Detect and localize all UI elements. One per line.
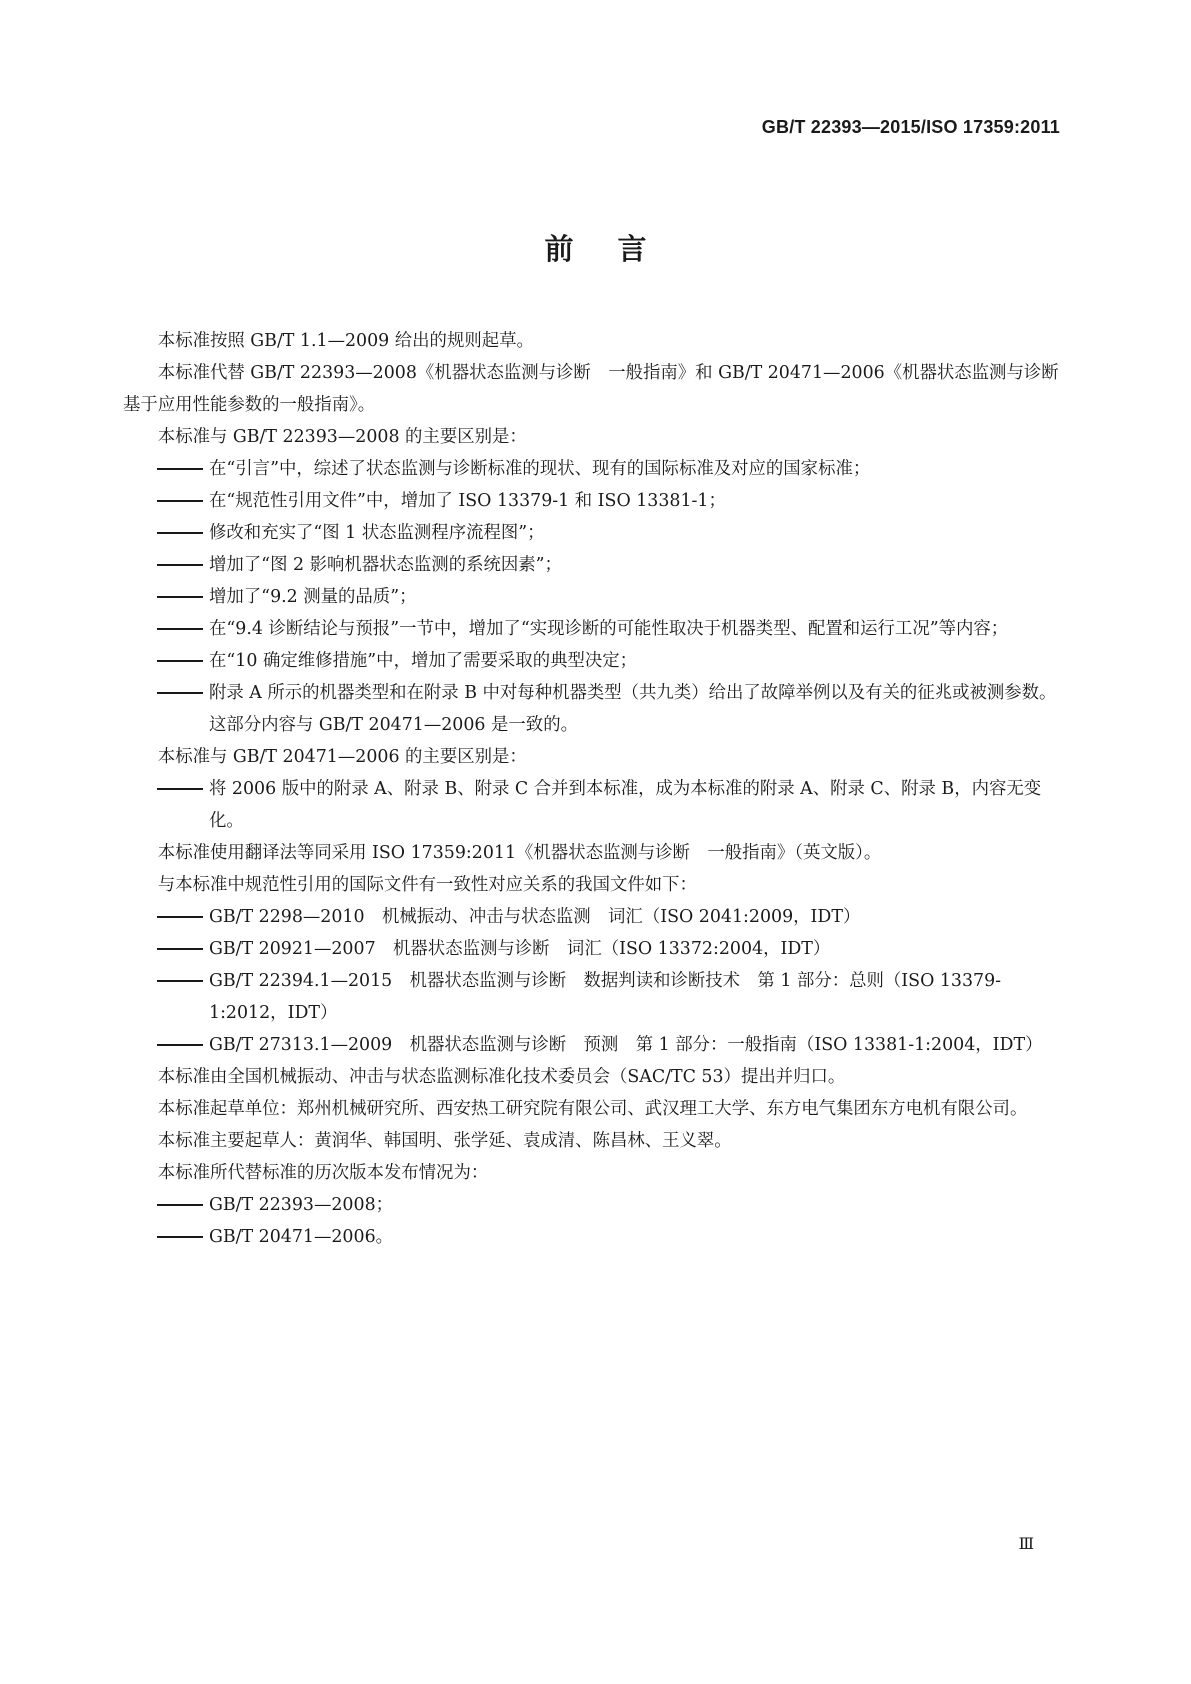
list-item: GB/T 20471—2006。 xyxy=(123,1221,1068,1253)
paragraph-corresponding-docs: 与本标准中规范性引用的国际文件有一致性对应关系的我国文件如下： xyxy=(157,875,697,895)
dash-bullet xyxy=(157,645,207,677)
dash-bullet xyxy=(157,677,207,709)
paragraph-drafters: 本标准主要起草人：黄润华、韩国明、张学延、袁成清、陈昌林、王义翠。 xyxy=(157,1131,732,1151)
list-item: GB/T 22393—2008； xyxy=(123,1189,1068,1221)
list-item: GB/T 27313.1—2009 机器状态监测与诊断 预测 第 1 部分：一般指南（ISO 13381-1:2004，IDT） xyxy=(123,1029,1068,1061)
list-item: GB/T 2298—2010 机械振动、冲击与状态监测 词汇（ISO 2041:2009，IDT） xyxy=(123,901,1068,933)
dash-bullet xyxy=(157,965,207,997)
list-item: 修改和充实了“图 1 状态监测程序流程图”； xyxy=(123,517,1068,549)
dash-bullet xyxy=(157,1221,207,1253)
page-title xyxy=(0,227,1191,268)
list-item: 将 2006 版中的附录 A、附录 B、附录 C 合并到本标准，成为本标准的附录 A、附录 C、附录 B，内容无变化。 xyxy=(123,773,1068,837)
list-item: 附录 A 所示的机器类型和在附录 B 中对每种机器类型（共九类）给出了故障举例以及有关的征兆或被测参数。这部分内容与 GB/T 20471—2006 是一致的。 xyxy=(123,677,1068,741)
paragraph-replaces: 本标准代替 GB/T 22393—2008《机器状态监测与诊断 一般指南》和 GB/T 20471—2006《机器状态监测与诊断 基于应用性能参数的一般指南》。 xyxy=(123,363,1077,415)
list-item: 增加了“图 2 影响机器状态监测的系统因素”； xyxy=(123,549,1068,581)
dash-bullet xyxy=(157,933,207,965)
list-item: 在“9.4 诊断结论与预报”一节中，增加了“实现诊断的可能性取决于机器类型、配置和运行工况”等内容； xyxy=(123,613,1068,645)
list-item: GB/T 20921—2007 机器状态监测与诊断 词汇（ISO 13372:2004，IDT） xyxy=(123,933,1068,965)
dash-bullet xyxy=(157,453,207,485)
list-item: 在“10 确定维修措施”中，增加了需要采取的典型决定； xyxy=(123,645,1068,677)
dash-bullet xyxy=(157,613,207,645)
dash-bullet xyxy=(157,549,207,581)
dash-bullet xyxy=(157,517,207,549)
title-char-1: 前 xyxy=(544,232,574,266)
foreword-body xyxy=(123,325,1077,1253)
page-number: Ⅲ xyxy=(1018,1534,1034,1553)
paragraph-diff-20471: 本标准与 GB/T 20471—2006 的主要区别是： xyxy=(157,747,527,767)
standard-code-header: GB/T 22393—2015/ISO 17359:2011 xyxy=(761,117,1060,137)
paragraph-proposed-by: 本标准由全国机械振动、冲击与状态监测标准化技术委员会（SAC/TC 53）提出并归口。 xyxy=(157,1067,846,1087)
list-item: GB/T 22394.1—2015 机器状态监测与诊断 数据判读和诊断技术 第 1 部分：总则（ISO 13379-1:2012，IDT） xyxy=(123,965,1068,1029)
dash-bullet xyxy=(157,773,207,805)
dash-bullet xyxy=(157,1189,207,1221)
dash-bullet xyxy=(157,581,207,613)
list-item: 在“规范性引用文件”中，增加了 ISO 13379-1 和 ISO 13381-1； xyxy=(123,485,1068,517)
list-item: 在“引言”中，综述了状态监测与诊断标准的现状、现有的国际标准及对应的国家标准； xyxy=(123,453,1068,485)
dash-bullet xyxy=(157,485,207,517)
paragraph-history: 本标准所代替标准的历次版本发布情况为： xyxy=(157,1163,489,1183)
dash-bullet xyxy=(157,901,207,933)
paragraph-diff-22393: 本标准与 GB/T 22393—2008 的主要区别是： xyxy=(157,427,527,447)
title-char-2: 言 xyxy=(617,232,647,266)
list-item: 增加了“9.2 测量的品质”； xyxy=(123,581,1068,613)
paragraph-drafting-units: 本标准起草单位：郑州机械研究所、西安热工研究院有限公司、武汉理工大学、东方电气集团东方电机有限公司。 xyxy=(157,1099,1028,1119)
paragraph-drafting-rules: 本标准按照 GB/T 1.1—2009 给出的规则起草。 xyxy=(157,331,534,351)
paragraph-translation: 本标准使用翻译法等同采用 ISO 17359:2011《机器状态监测与诊断 一般指南》（英文版）。 xyxy=(157,843,882,863)
dash-bullet xyxy=(157,1029,207,1061)
